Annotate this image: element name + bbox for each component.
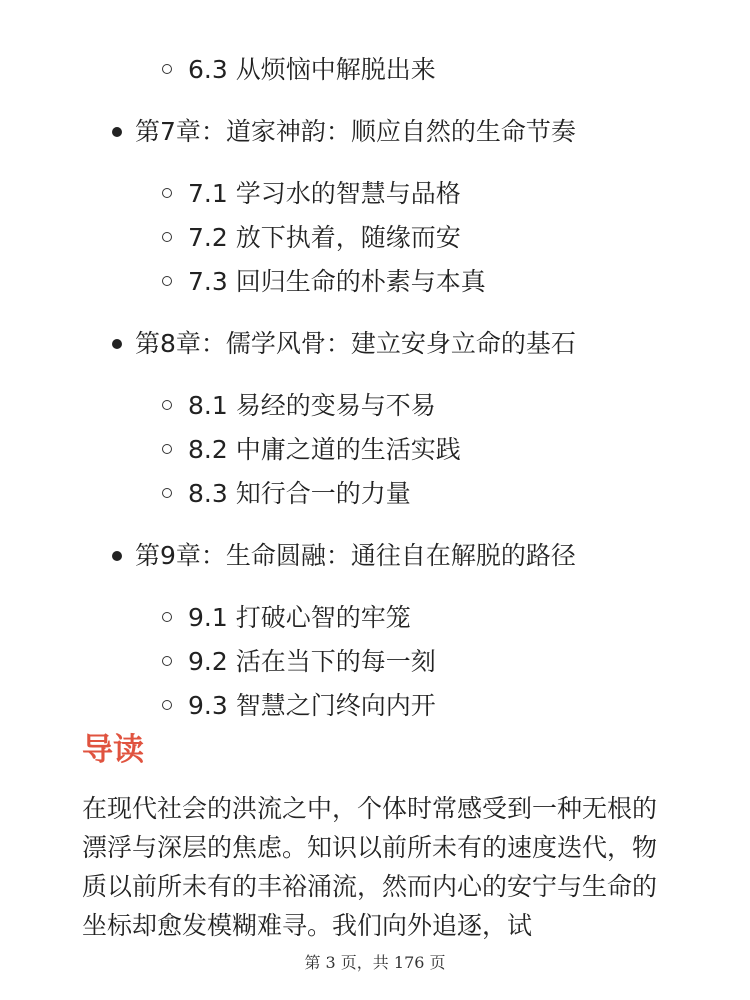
toc-subitem-9-1[interactable] [0,596,750,640]
toc-subitem-label: 8.3 知行合一的力量 [188,479,411,508]
section-heading: 导读 [82,732,144,768]
toc-subitem-label: 8.2 中庸之道的生活实践 [188,435,461,464]
toc-chapter-label: 第7章：道家神韵：顺应自然的生命节奏 [135,117,576,146]
toc-subitem-label: 9.3 智慧之门终向内开 [188,691,436,720]
hollow-bullet-icon [162,444,172,454]
toc-subitem-label: 7.3 回归生命的朴素与本真 [188,267,486,296]
toc-chapter-label: 第8章：儒学风骨：建立安身立命的基石 [135,329,576,358]
filled-bullet-icon [112,127,122,137]
intro-paragraph: 在现代社会的洪流之中，个体时常感受到一种无根的漂浮与深层的焦虑。知识以前所未有的速度迭代，物质以前所未有的丰裕涌流，然而内心的安宁与生命的坐标却愈发模糊难寻。我们向外追逐，试 [82,794,658,940]
hollow-bullet-icon [162,64,172,74]
toc-subitem-label: 9.1 打破心智的牢笼 [188,603,411,632]
hollow-bullet-icon [162,700,172,710]
toc-subitem-9-3[interactable] [0,684,750,728]
toc-subitem-label: 7.2 放下执着，随缘而安 [188,223,461,252]
toc-chapter-8[interactable] [0,322,750,366]
hollow-bullet-icon [162,612,172,622]
toc-subitem-label: 8.1 易经的变易与不易 [188,391,436,420]
hollow-bullet-icon [162,188,172,198]
toc-subitem-7-2[interactable] [0,216,750,260]
filled-bullet-icon [112,339,122,349]
toc-subitem-label: 6.3 从烦恼中解脱出来 [188,55,436,84]
toc-subitem-8-2[interactable] [0,428,750,472]
toc-subitem-label: 7.1 学习水的智慧与品格 [188,179,461,208]
toc-subitem-7-3[interactable] [0,260,750,304]
hollow-bullet-icon [162,488,172,498]
toc-chapter-9[interactable] [0,534,750,578]
page-number-footer: 第 3 页，共 176 页 [304,953,446,972]
table-of-contents [0,48,750,728]
toc-chapter-label: 第9章：生命圆融：通往自在解脱的路径 [135,541,576,570]
toc-subitem-9-2[interactable] [0,640,750,684]
hollow-bullet-icon [162,276,172,286]
toc-subitem-7-1[interactable] [0,172,750,216]
toc-chapter-7[interactable] [0,110,750,154]
toc-subitem-label: 9.2 活在当下的每一刻 [188,647,436,676]
hollow-bullet-icon [162,400,172,410]
hollow-bullet-icon [162,656,172,666]
toc-subitem-8-3[interactable] [0,472,750,516]
hollow-bullet-icon [162,232,172,242]
toc-subitem-8-1[interactable] [0,384,750,428]
toc-subitem-6-3[interactable] [0,48,750,92]
filled-bullet-icon [112,551,122,561]
